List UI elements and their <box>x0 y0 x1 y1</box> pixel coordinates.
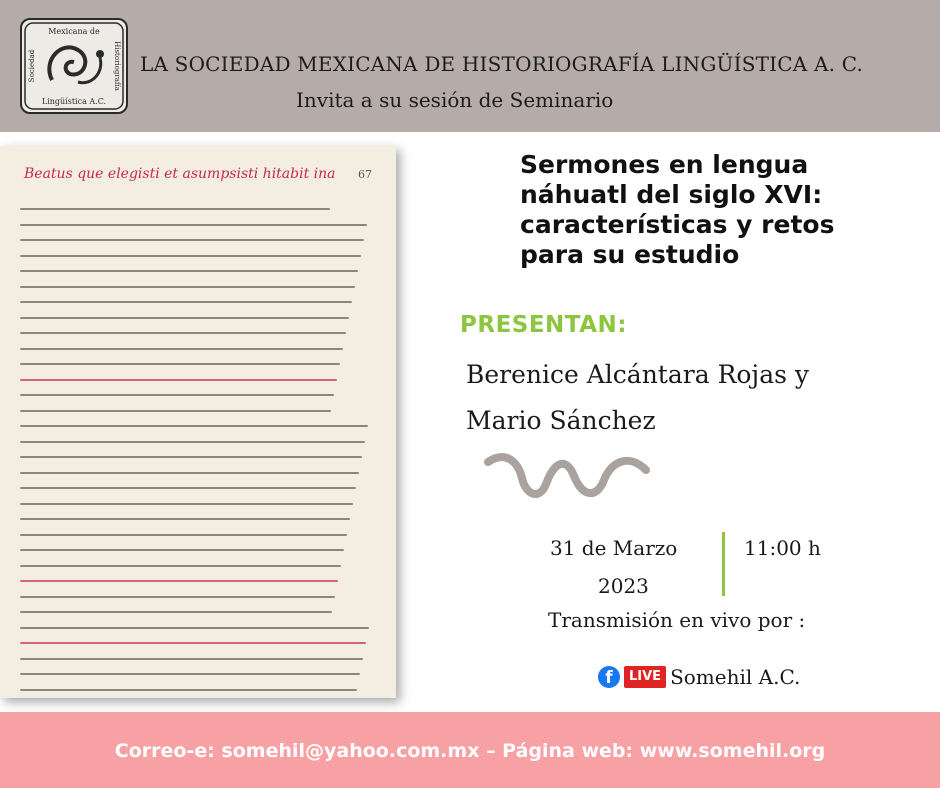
squiggle-decoration <box>484 448 650 508</box>
manuscript-text-line <box>20 441 365 443</box>
manuscript-text-line <box>20 689 357 691</box>
logo-text-left: Sociedad <box>28 49 36 83</box>
facebook-icon: f <box>598 666 620 688</box>
manuscript-text-line <box>20 658 363 660</box>
transmission-label: Transmisión en vivo por : <box>548 608 806 632</box>
manuscript-text-line <box>20 224 367 226</box>
society-logo-icon <box>22 20 126 112</box>
talk-title-line: Sermones en lengua <box>520 150 809 179</box>
manuscript-text-line <box>20 642 366 644</box>
header-banner <box>0 0 940 132</box>
manuscript-page-number: 67 <box>358 168 372 181</box>
manuscript-text-line <box>20 518 350 520</box>
manuscript-text-line <box>20 673 360 675</box>
manuscript-text-line <box>20 410 331 412</box>
logo-text-bottom: Lingüística A.C. <box>41 97 107 106</box>
footer-banner <box>0 712 940 788</box>
logo-text-top: Mexicana de <box>48 27 100 36</box>
manuscript-text-line <box>20 348 343 350</box>
society-logo <box>20 18 128 114</box>
manuscript-text-line <box>20 239 364 241</box>
presenter-names-line: Mario Sánchez <box>466 406 656 435</box>
presenter-names-line: Berenice Alcántara Rojas y <box>466 360 809 389</box>
manuscript-text-line <box>20 255 361 257</box>
talk-title-line: náhuatl del siglo XVI: <box>520 180 823 209</box>
event-date: 31 de Marzo <box>550 536 678 560</box>
live-badge: LIVE <box>624 666 666 688</box>
manuscript-heading: Beatus que elegisti et asumpsisti hitabit ina <box>24 166 336 182</box>
manuscript-text-line <box>20 472 359 474</box>
talk-title-line: para su estudio <box>520 240 740 269</box>
manuscript-text-line <box>20 379 337 381</box>
manuscript-text-line <box>20 596 335 598</box>
manuscript-text-line <box>20 549 344 551</box>
manuscript-text-line <box>20 270 358 272</box>
presenters-label: PRESENTAN: <box>460 312 627 338</box>
manuscript-text-line <box>20 286 355 288</box>
manuscript-text-line <box>20 611 332 613</box>
manuscript-text-line <box>20 503 353 505</box>
manuscript-page <box>0 146 396 698</box>
presenters-names <box>466 352 886 444</box>
talk-title-line: características y retos <box>520 210 835 239</box>
manuscript-text-line <box>20 565 341 567</box>
manuscript-text-line <box>20 456 362 458</box>
organization-title: LA SOCIEDAD MEXICANA DE HISTORIOGRAFÍA LINGÜÍSTICA A. C. <box>140 52 864 76</box>
logo-text-right: Historiografía <box>113 41 121 91</box>
manuscript-text-line <box>20 580 338 582</box>
manuscript-text-line <box>20 487 356 489</box>
manuscript-text-line <box>20 363 340 365</box>
date-time-divider <box>722 532 725 596</box>
talk-title <box>520 150 900 270</box>
manuscript-text-line <box>20 394 334 396</box>
invite-line: Invita a su sesión de Seminario <box>296 88 614 112</box>
event-year: 2023 <box>598 574 649 598</box>
manuscript-text-line <box>20 627 369 629</box>
manuscript-text-line <box>20 301 352 303</box>
channel-name: Somehil A.C. <box>670 665 801 689</box>
manuscript-text-line <box>20 425 368 427</box>
manuscript-text-line <box>20 317 349 319</box>
manuscript-text-line <box>20 208 330 210</box>
manuscript-image <box>0 132 436 712</box>
manuscript-text-line <box>20 332 346 334</box>
manuscript-text-line <box>20 534 347 536</box>
event-time: 11:00 h <box>744 536 821 560</box>
footer-contact: Correo-e: somehil@yahoo.com.mx – Página web: www.somehil.org <box>114 740 826 762</box>
live-stream-link[interactable] <box>598 664 800 690</box>
